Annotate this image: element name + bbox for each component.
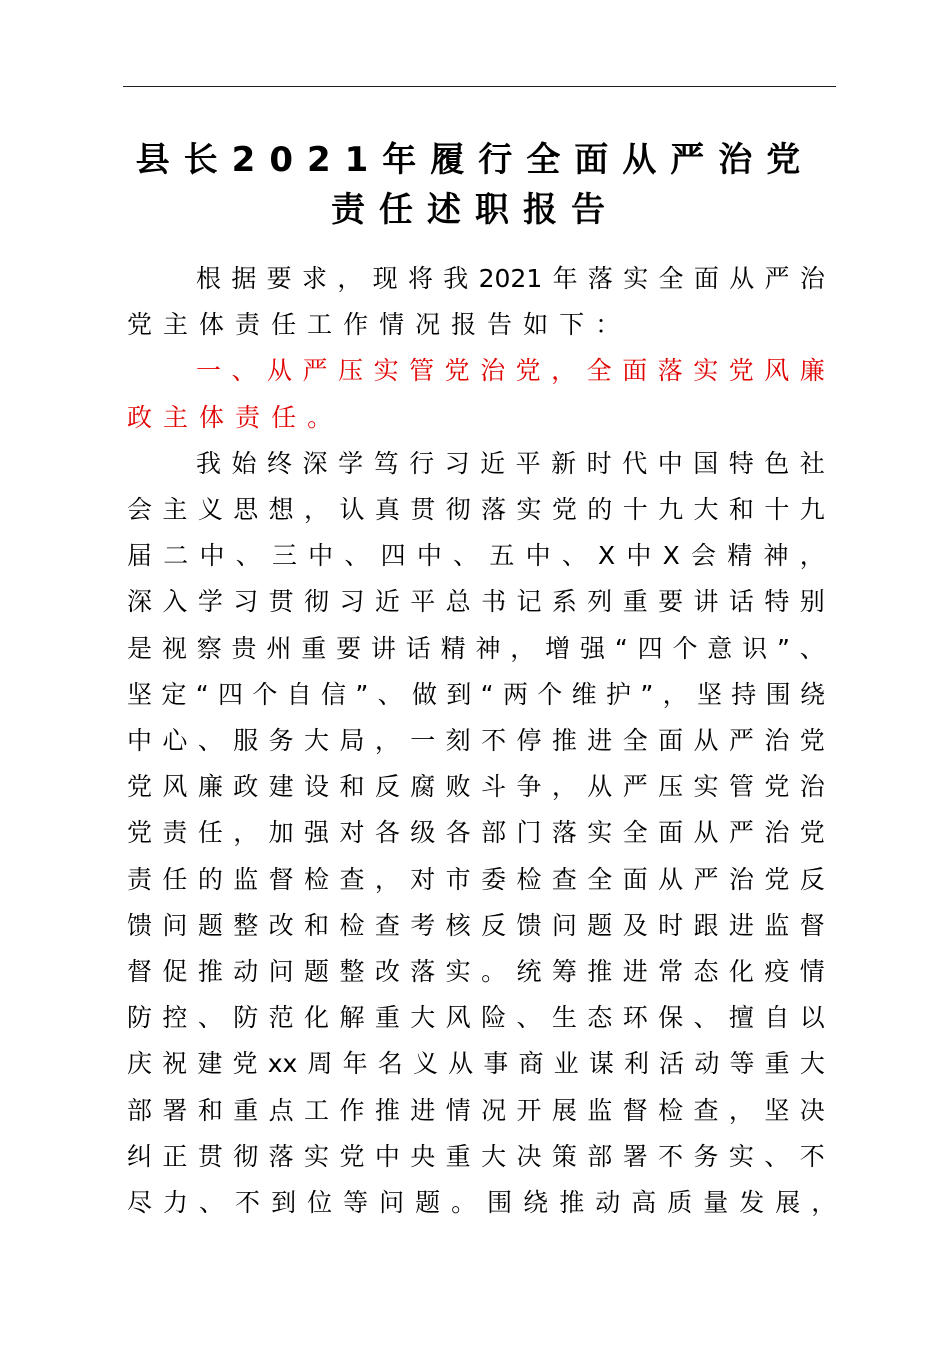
paragraph-3-line-8: 党 风 廉 政 建 设 和 反 腐 败 斗 争 ， 从 严 压 实 管 党 治	[127, 772, 825, 802]
paragraph-3-line-9: 党 责 任 ， 加 强 对 各 级 各 部 门 落 实 全 面 从 严 治 党	[127, 818, 825, 848]
paragraph-3-line-17: 尽 力 、 不 到 位 等 问 题 。 围 绕 推 动 高 质 量 发 展 ，	[127, 1188, 837, 1217]
paragraph-2-line-2: 政 主 体 责 任 。	[127, 402, 333, 432]
paragraph-1-line-2: 党 主 体 责 任 工 作 情 况 报 告 如 下 ：	[127, 310, 621, 340]
paragraph-3-line-11: 馈 问 题 整 改 和 检 查 考 核 反 馈 问 题 及 时 跟 进 监 督	[127, 910, 825, 940]
paragraph-3-line-15: 部 署 和 重 点 工 作 推 进 情 况 开 展 监 督 检 查 ， 坚 决	[127, 1095, 825, 1125]
header-rule	[123, 86, 836, 87]
paragraph-3-line-3: 届 二 中 、 三 中 、 四 中 、 五 中 、 X 中 X 会 精 神 ，	[127, 541, 825, 571]
paragraph-3-line-16: 纠 正 贯 彻 落 实 党 中 央 重 大 决 策 部 署 不 务 实 、 不	[127, 1141, 825, 1171]
paragraph-3-line-5: 是 视 察 贵 州 重 要 讲 话 精 神 ， 增 强 “ 四 个 意 识 ” 、	[127, 633, 825, 663]
paragraph-3-line-2: 会 主 义 思 想 ， 认 真 贯 彻 落 实 党 的 十 九 大 和 十 九	[127, 495, 825, 524]
paragraph-3-line-12: 督 促 推 动 问 题 整 改 落 实 。 统 筹 推 进 常 态 化 疫 情	[127, 957, 825, 986]
paragraph-3-line-6: 坚 定 “ 四 个 自 信 ” 、 做 到 “ 两 个 维 护 ” ， 坚 持 围 绕	[127, 679, 825, 709]
paragraph-3-line-1: 我 始 终 深 学 笃 行 习 近 平 新 时 代 中 国 特 色 社	[196, 448, 825, 478]
paragraph-3-line-4: 深 入 学 习 贯 彻 习 近 平 总 书 记 系 列 重 要 讲 话 特 别	[127, 587, 825, 617]
paragraph-3-line-13: 防 控 、 防 范 化 解 重 大 风 险 、 生 态 环 保 、 擅 自 以	[127, 1003, 825, 1033]
paragraph-3-line-14: 庆 祝 建 党 xx 周 年 名 义 从 事 商 业 谋 利 活 动 等 重 大	[127, 1049, 825, 1079]
document-title-line-1: 县长2021年履行全面从严治党	[135, 140, 815, 180]
paragraph-3-line-10: 责 任 的 监 督 检 查 ， 对 市 委 检 查 全 面 从 严 治 党 反	[127, 864, 825, 894]
paragraph-3-line-7: 中 心 、 服 务 大 局 ， 一 刻 不 停 推 进 全 面 从 严 治 党	[127, 726, 825, 755]
paragraph-2-line-1: 一 、 从 严 压 实 管 党 治 党 ， 全 面 落 实 党 风 廉	[196, 356, 825, 386]
document-title-line-2: 责任述职报告	[331, 190, 619, 230]
paragraph-1-line-1: 根 据 要 求 ， 现 将 我 2021 年 落 实 全 面 从 严 治	[196, 264, 825, 293]
